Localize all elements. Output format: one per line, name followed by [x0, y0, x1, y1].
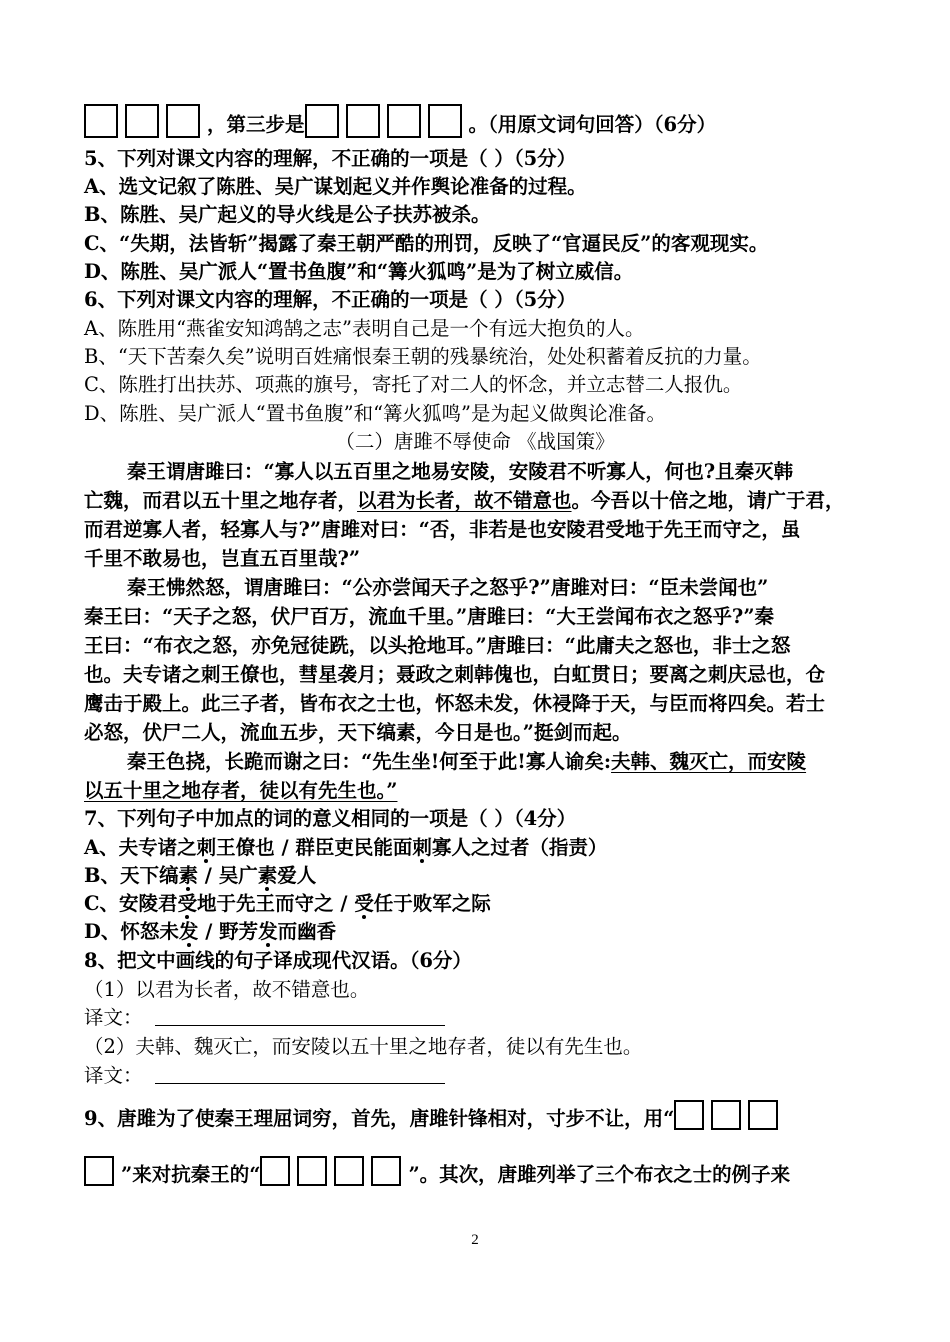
passage-line: 秦王曰：“天子之怒，伏尸百万，流血千里。”唐雎曰：“大王尝闻布衣之怒乎?”秦: [84, 605, 775, 628]
q6-option-d: D、陈胜、吴广派人“置书鱼腹”和“篝火狐鸣”是为起义做舆论准备。: [84, 402, 667, 425]
answer-box[interactable]: [711, 1100, 741, 1130]
dotted-word: 受: [354, 892, 374, 915]
option-text: D、怀怒未: [84, 920, 179, 943]
passage-line: 千里不敢易也，岂直五百里哉?”: [84, 547, 361, 570]
dotted-word: 素: [257, 864, 278, 887]
q6-stem: 6、下列对课文内容的理解，不正确的一项是（ ）（5分）: [84, 288, 577, 311]
q6-option-b: B、“天下苦秦久矣”说明百姓痛恨秦王朝的残暴统治，处处积蓄着反抗的力量。: [84, 345, 762, 368]
q7-option-a: [84, 834, 880, 862]
dotted-word: 刺: [196, 836, 217, 859]
q5-option-b: B、陈胜、吴广起义的导火线是公子扶苏被杀。: [84, 203, 491, 226]
underlined-sentence: 以君为长者，故不错意也: [357, 489, 572, 512]
option-text: C、安陵君: [84, 892, 178, 915]
passage-text: 秦王色挠，长跪而谢之曰：“先生坐!何至于此!寡人谕矣:: [127, 750, 612, 773]
answer-box[interactable]: [305, 104, 339, 138]
underlined-sentence: 以五十里之地存者，徒以有先生也。”: [84, 779, 398, 802]
q7-stem: 7、下列句子中加点的词的意义相同的一项是（ ）（4分）: [84, 807, 577, 830]
passage-line: 王曰：“布衣之怒，亦免冠徒跣，以头抢地耳。”唐雎曰：“此庸夫之怒也，非士之怒: [84, 634, 791, 657]
answer-box[interactable]: [346, 104, 380, 138]
answer-box[interactable]: [84, 1156, 114, 1186]
q7-option-b: [84, 862, 880, 890]
passage-line: 而君逆寡人者，轻寡人与?”唐雎对曰：“否，非若是也安陵君受地于先王而守之，虽: [84, 518, 801, 541]
q5-option-a: A、选文记叙了陈胜、吴广谋划起义并作舆论准备的过程。: [84, 175, 587, 198]
answer-box[interactable]: [428, 104, 462, 138]
q5-stem: 5、下列对课文内容的理解，不正确的一项是（ ）（5分）: [84, 147, 577, 170]
q5-option-c: C、“失期，法皆斩”揭露了秦王朝严酷的刑罚，反映了“官逼民反”的客观现实。: [84, 232, 769, 255]
passage-line: 也。夫专诸之刺王僚也，彗星袭月；聂政之刺韩傀也，白虹贯日；要离之刺庆忌也，仓: [84, 663, 826, 686]
q9-line-1: [84, 1100, 880, 1133]
passage-text: 。今吾以十倍之地，请广于君，: [571, 489, 845, 512]
option-text: 寡人之过者（指责）: [431, 836, 608, 859]
answer-box[interactable]: [166, 104, 200, 138]
answer-box[interactable]: [84, 104, 118, 138]
underlined-sentence: 夫韩、魏灭亡，而安陵: [611, 750, 807, 773]
option-text: 而幽香: [277, 920, 337, 943]
passage-line: [127, 748, 880, 776]
q8-sentence-1: （1）以君为长者，故不错意也。: [84, 978, 370, 1001]
q8-answer-line-1: [84, 1004, 880, 1032]
answer-box[interactable]: [125, 104, 159, 138]
q4-tail-line: [84, 104, 880, 139]
q9-text: 9、唐雎为了使秦王理屈词穷，首先，唐雎针锋相对，寸步不让，用“: [84, 1107, 675, 1130]
q6-option-c: C、陈胜打出扶苏、项燕的旗号，寄托了对二人的怀念，并立志替二人报仇。: [84, 373, 743, 396]
q7-option-d: [84, 918, 880, 946]
q9-line-2: [84, 1156, 880, 1189]
passage-line: 必怒，伏尸二人，流血五步，天下缟素，今日是也。”挺剑而起。: [84, 721, 632, 744]
q6-option-a: A、陈胜用“燕雀安知鸿鹄之志”表明自己是一个有远大抱负的人。: [84, 317, 645, 340]
q9-text: ”来对抗秦王的“: [121, 1163, 261, 1186]
q4-text-end: 。（用原文词句回答）（6分）: [468, 113, 717, 136]
dotted-word: 刺: [412, 836, 432, 859]
passage-line: [84, 777, 880, 805]
option-text: B、天下缟: [84, 864, 179, 887]
q5-option-d: D、陈胜、吴广派人“置书鱼腹”和“篝火狐鸣”是为了树立威信。: [84, 260, 634, 283]
q9-text: ”。其次，唐雎列举了三个布衣之士的例子来: [408, 1163, 791, 1186]
option-text: A、夫专诸之: [84, 836, 197, 859]
option-text: 地于先王而守之 /: [197, 892, 355, 915]
answer-box[interactable]: [387, 104, 421, 138]
answer-box[interactable]: [260, 1156, 290, 1186]
answer-box[interactable]: [334, 1156, 364, 1186]
q8-stem: 8、把文中画线的句子译成现代汉语。（6分）: [84, 949, 472, 972]
translation-label: 译文：: [84, 1064, 143, 1087]
option-text: 任于败军之际: [373, 892, 491, 915]
option-text: 爱人: [277, 864, 317, 887]
page-number: 2: [471, 1232, 479, 1248]
q8-answer-line-2: [84, 1062, 880, 1090]
dotted-word: 受: [177, 892, 198, 915]
answer-box[interactable]: [297, 1156, 327, 1186]
passage-line: 秦王谓唐雎曰：“寡人以五百里之地易安陵，安陵君不听寡人，何也?且秦灭韩: [127, 460, 794, 483]
q4-text-mid: ，第三步是: [207, 113, 305, 136]
passage-text: 亡魏，而君以五十里之地存者，: [84, 489, 358, 512]
dotted-word: 素: [178, 864, 198, 887]
dotted-word: 发: [258, 920, 278, 943]
q7-option-c: [84, 890, 880, 918]
answer-box[interactable]: [674, 1100, 704, 1130]
passage-line: [84, 487, 880, 515]
translation-label: 译文：: [84, 1006, 143, 1029]
q8-sentence-2: （2）夫韩、魏灭亡，而安陵以五十里之地存者，徒以有先生也。: [84, 1035, 643, 1058]
translation-blank[interactable]: [155, 1065, 445, 1084]
passage-line: 秦王怫然怒，谓唐雎曰：“公亦尝闻天子之怒乎?”唐雎对曰：“臣未尝闻也”: [127, 576, 769, 599]
passage-line: 鹰击于殿上。此三子者，皆布衣之士也，怀怒未发，休祲降于天，与臣而将四矣。若士: [84, 692, 826, 715]
option-text: 王僚也 / 群臣吏民能面: [216, 836, 413, 859]
translation-blank[interactable]: [155, 1007, 445, 1026]
option-text: / 吴广: [198, 864, 258, 887]
answer-box[interactable]: [371, 1156, 401, 1186]
answer-box[interactable]: [748, 1100, 778, 1130]
option-text: / 野芳: [198, 920, 259, 943]
dotted-word: 发: [178, 920, 199, 943]
section-title: （二）唐雎不辱使命 《战国策》: [335, 430, 615, 453]
